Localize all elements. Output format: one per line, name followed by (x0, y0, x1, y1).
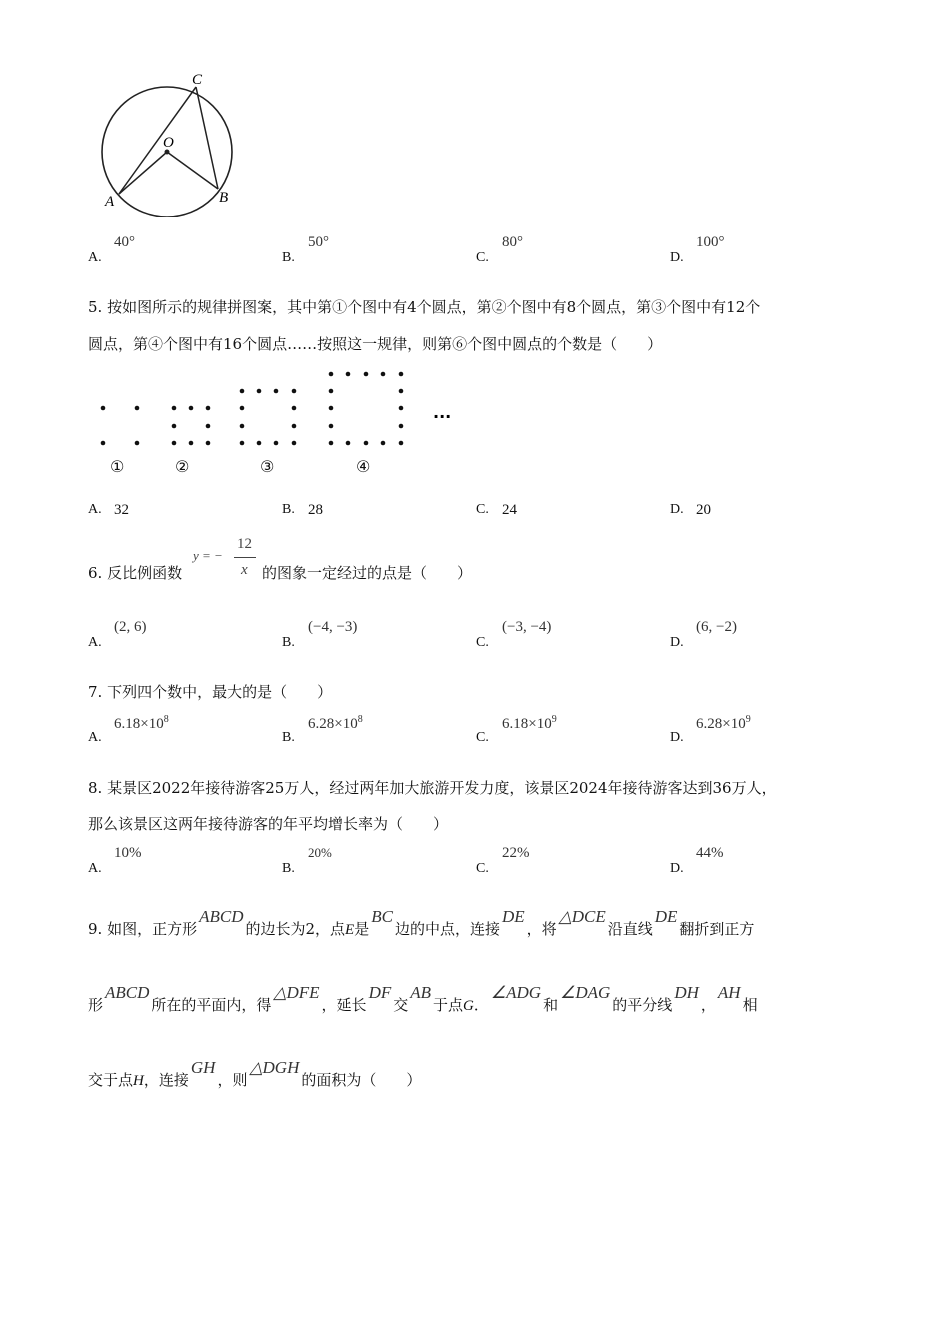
q5-dot-pattern-figure (90, 365, 470, 455)
q8-stem-line1: 8. 某景区2022年接待游客25万人，经过两年加大旅游开发力度，该景区2024年接待游客达到36万人， (88, 779, 777, 797)
figure-label-3: ③ (260, 457, 275, 476)
q9-stem-line3: 交于点H，连接GH，则△DGH的面积为（ ） (88, 1058, 422, 1089)
figure-label-2: ② (175, 457, 190, 476)
q9-stem-line1: 9. 如图，正方形ABCD的边长为2，点E是BC边的中点，连接DE，将△DCE沿直线DE翻折到正方 (88, 907, 755, 938)
pattern-1 (101, 406, 140, 446)
q6-stem-suffix: 的图象一定经过的点是（ ） (262, 564, 473, 582)
pattern-2 (172, 406, 211, 446)
q8-stem-line2: 那么该景区这两年接待游客的年平均增长率为（ ） (88, 815, 449, 833)
pattern-4 (329, 372, 404, 446)
q5-stem-line1: 5. 按如图所示的规律拼图案，其中第①个图中有4个圆点，第②个图中有8个圆点，第③个图中有12个 (88, 298, 761, 316)
figure-label-1: ① (110, 457, 125, 476)
label-a: A (105, 194, 115, 210)
q4-circle-figure (95, 72, 245, 217)
q6-function: y = − 12 x (193, 536, 259, 586)
figure-label-4: ④ (356, 457, 371, 476)
pattern-3 (240, 389, 297, 446)
label-b: B (219, 190, 229, 206)
q9-stem-line2: 形ABCD所在的平面内，得△DFE，延长DF交AB于点G．∠ADG和∠DAG的平分线DH，AH相 (88, 983, 758, 1014)
ellipsis: ··· (433, 407, 452, 426)
q6-stem: 6. 反比例函数 (88, 564, 183, 582)
q5-stem-line2: 圆点，第④个图中有16个圆点……按照这一规律，则第⑥个图中圆点的个数是（ ） (88, 335, 663, 353)
label-o: O (163, 135, 174, 151)
label-c: C (192, 72, 203, 88)
q7-stem: 7. 下列四个数中，最大的是（ ） (88, 683, 333, 701)
